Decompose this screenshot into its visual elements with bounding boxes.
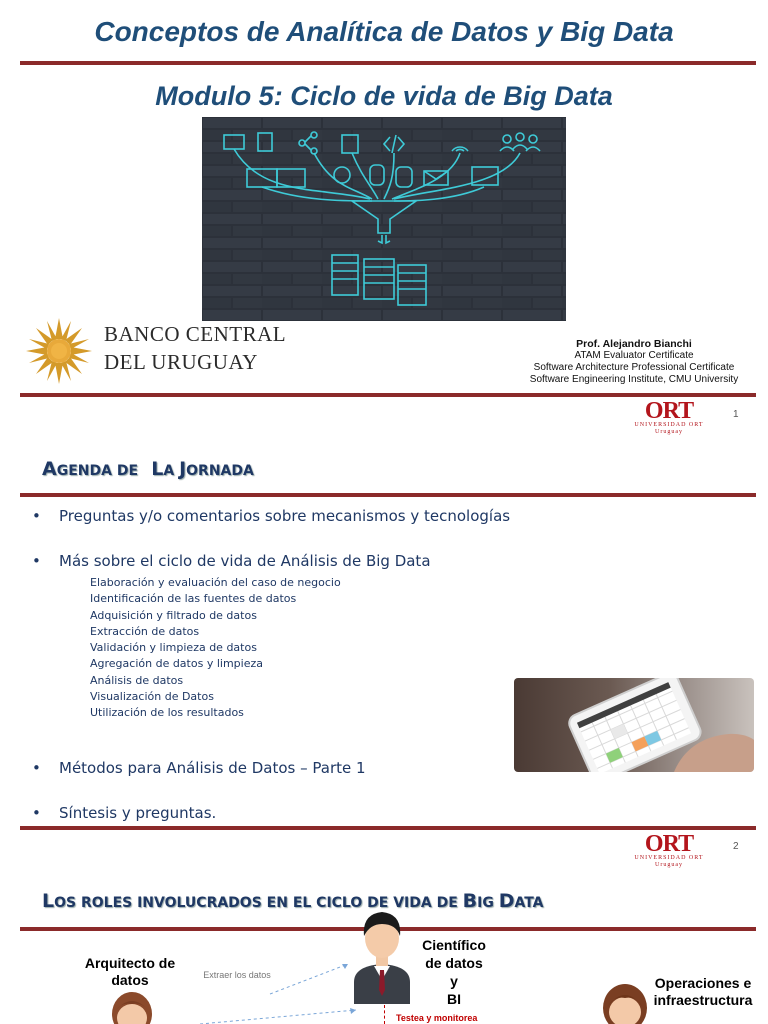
roles-title-part: B (462, 890, 478, 912)
agenda-title-part: J (179, 458, 187, 480)
flow-arrows (160, 958, 360, 1024)
role-scientist-line: BI (447, 991, 461, 1007)
agenda-subitem: Agregación de datos y limpieza (90, 657, 263, 671)
ops-avatar-icon (600, 982, 650, 1024)
page-number-2: 2 (733, 841, 739, 852)
bank-logo (24, 316, 324, 386)
agenda-title-part: L (151, 458, 164, 480)
agenda-bullet-text: Métodos para Análisis de Datos – Parte 1 (59, 759, 366, 777)
bank-name-line1: BANCO CENTRAL (104, 322, 287, 346)
role-scientist-label (414, 936, 494, 1008)
professor-credits (520, 338, 748, 386)
agenda-subitem: Análisis de datos (90, 673, 184, 687)
agenda-divider (20, 493, 756, 497)
ort-logo-subtitle: UNIVERSIDAD ORT (634, 422, 704, 428)
role-architect-label: Arquitecto de datos (84, 955, 176, 988)
roles-title-part: D (498, 890, 515, 912)
roles-title-part: L (42, 890, 55, 912)
roles-title-part: OS ROLES INVOLUCRADOS EN EL CICLO DE VIDA DE (54, 895, 463, 911)
role-scientist-line: de datos (425, 955, 483, 971)
phone-calendar-image (514, 678, 754, 772)
agenda-subitems (90, 575, 341, 722)
agenda-subitem: Adquisición y filtrado de datos (90, 608, 257, 622)
agenda-bullet: • Métodos para Análisis de Datos – Parte 1 (32, 759, 366, 777)
slide1-footer-divider (20, 393, 756, 397)
agenda-bullet: • Síntesis y preguntas. (32, 804, 217, 822)
role-scientist-line: y (450, 973, 458, 989)
ort-logo-text: ORT (644, 398, 694, 424)
slide1-title: Conceptos de Analítica de Datos y Big Data (94, 16, 674, 47)
agenda-subitem: Utilización de los resultados (90, 706, 244, 720)
arrow-label: Extraer los datos (203, 970, 271, 980)
ort-logo-country: Uruguay (655, 429, 683, 435)
agenda-title-part: A (42, 458, 57, 480)
role-ops-label: Operaciones e infraestructura (653, 975, 753, 1008)
test-monitor-label: Testea y monitorea (396, 1013, 478, 1023)
agenda-title-part: ORNADA (186, 463, 254, 479)
title-divider (20, 61, 756, 65)
ort-logo-text: ORT (644, 831, 694, 857)
architect-avatar-icon (108, 990, 156, 1024)
role-scientist-line: Científico (422, 937, 486, 953)
slide1-subtitle: Modulo 5: Ciclo de vida de Big Data (155, 81, 613, 111)
big-data-funnel-image (202, 117, 566, 321)
slide2-footer-divider (20, 826, 756, 830)
sun-of-may-icon (24, 316, 94, 386)
agenda-subitem: Extracción de datos (90, 624, 200, 638)
agenda-title-part: GENDA DE (56, 463, 139, 479)
professor-cert-2: Software Architecture Professional Certificate (533, 362, 735, 373)
agenda-bullet-text: Más sobre el ciclo de vida de Análisis de Big Data (59, 552, 431, 570)
ort-logo (624, 400, 714, 434)
roles-title-part: ATA (514, 895, 544, 911)
agenda-subitem: Elaboración y evaluación del caso de negocio (90, 576, 341, 589)
agenda-title-part: A (163, 463, 180, 479)
ort-logo-subtitle: UNIVERSIDAD ORT (634, 855, 704, 861)
professor-cert-1: ATAM Evaluator Certificate (574, 350, 694, 361)
agenda-bullet-text: Preguntas y/o comentarios sobre mecanismos y tecnologías (59, 507, 511, 525)
agenda-subitem: Visualización de Datos (90, 690, 214, 704)
professor-name: Prof. Alejandro Bianchi (576, 338, 692, 350)
agenda-bullet: • Más sobre el ciclo de vida de Análisis de Big Data (32, 552, 431, 570)
agenda-subitem: Identificación de las fuentes de datos (90, 592, 297, 606)
scientist-avatar-icon (350, 908, 414, 1004)
page-number-1: 1 (733, 409, 739, 420)
ort-logo-country: Uruguay (655, 862, 683, 868)
agenda-subitem: Validación y limpieza de datos (90, 641, 257, 655)
agenda-bullet: • Preguntas y/o comentarios sobre mecanismos y tecnologías (32, 507, 511, 525)
scientist-connector (384, 1005, 385, 1024)
roles-title-part: IG (477, 895, 499, 911)
agenda-title (42, 458, 254, 480)
roles-title (42, 890, 544, 912)
agenda-bullet-text: Síntesis y preguntas. (59, 804, 217, 822)
bank-name-line2: DEL URUGUAY (104, 350, 258, 374)
ort-logo (624, 833, 714, 867)
professor-cert-3: Software Engineering Institute, CMU University (529, 374, 739, 385)
